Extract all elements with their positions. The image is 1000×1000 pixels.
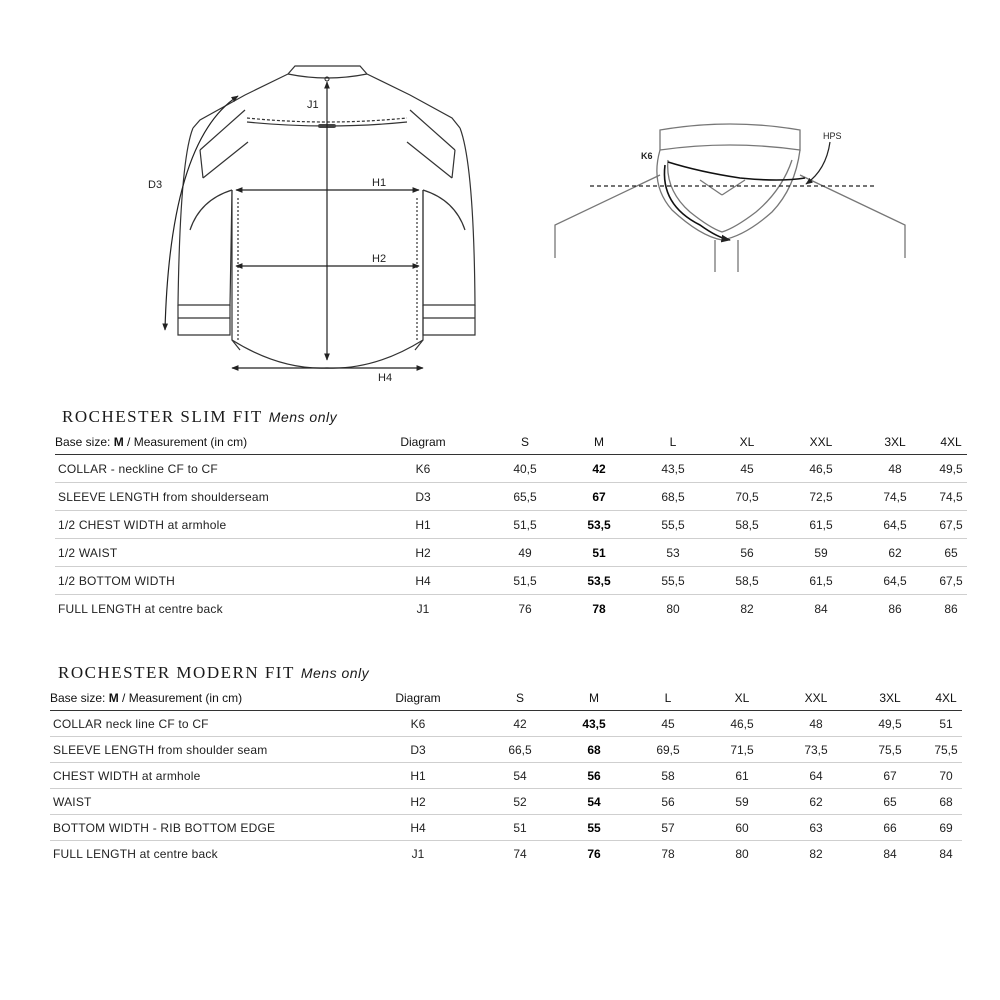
header-size-s: S	[486, 686, 554, 711]
slim-fit-title	[62, 407, 337, 427]
size-value: 56	[554, 763, 634, 789]
size-value: 70	[930, 763, 962, 789]
diagram-code: H1	[350, 763, 486, 789]
size-value: 82	[740, 601, 754, 616]
size-value: 65,5	[491, 483, 559, 511]
size-value: 61,5	[787, 511, 855, 539]
size-value: 48	[855, 455, 935, 483]
size-value: 46,5	[787, 455, 855, 483]
size-value: 80	[735, 846, 749, 861]
base-size: M	[108, 691, 119, 705]
size-value: 48	[782, 711, 850, 737]
size-value: 78	[592, 601, 606, 616]
size-value: 40,5	[491, 455, 559, 483]
table-row	[50, 737, 962, 763]
size-value: 49,5	[850, 711, 930, 737]
base-suffix: / Measurement (in cm)	[127, 435, 248, 449]
size-value: 70,5	[707, 483, 787, 511]
size-value: 51	[486, 815, 554, 841]
size-value: 49	[491, 539, 559, 567]
header-size-xxl: XXL	[787, 430, 855, 455]
label-d3: D3	[148, 179, 163, 191]
diagram-code: J1	[411, 846, 425, 861]
size-value: 72,5	[787, 483, 855, 511]
size-value: 45	[634, 711, 702, 737]
base-size-header	[50, 686, 350, 711]
header-diagram: Diagram	[355, 430, 491, 455]
size-value: 46,5	[702, 711, 782, 737]
size-value: 53	[639, 539, 707, 567]
label-j1: J1	[307, 99, 319, 111]
size-value: 64	[782, 763, 850, 789]
header-size-m: M	[554, 686, 634, 711]
size-value: 55,5	[639, 567, 707, 595]
size-value: 51,5	[491, 567, 559, 595]
table-row	[55, 511, 967, 539]
size-value: 82	[809, 846, 823, 861]
diagram-code: H4	[350, 815, 486, 841]
table-row	[50, 711, 962, 737]
size-value: 63	[782, 815, 850, 841]
header-size-m: M	[559, 430, 639, 455]
size-value: 58	[634, 763, 702, 789]
size-value: 53,5	[559, 511, 639, 539]
collar-diagram	[545, 120, 910, 275]
header-size-xl: XL	[707, 430, 787, 455]
header-size-4xl: 4XL	[935, 430, 967, 455]
modern-fit-subtitle: Mens only	[300, 665, 370, 681]
size-value: 66	[850, 815, 930, 841]
size-value: 84	[939, 846, 953, 861]
size-value: 75,5	[930, 737, 962, 763]
measurement-name: BOTTOM WIDTH - RIB BOTTOM EDGE	[50, 815, 350, 841]
size-value: 43,5	[554, 711, 634, 737]
size-value: 56	[634, 789, 702, 815]
size-value: 80	[666, 601, 680, 616]
size-value: 55	[554, 815, 634, 841]
size-value: 55,5	[639, 511, 707, 539]
size-value: 64,5	[855, 511, 935, 539]
measurement-name: COLLAR - neckline CF to CF	[55, 455, 355, 483]
size-value: 59	[787, 539, 855, 567]
size-value: 51	[559, 539, 639, 567]
size-value: 74,5	[935, 483, 967, 511]
measurement-name: CHEST WIDTH at armhole	[50, 763, 350, 789]
header-size-l: L	[634, 686, 702, 711]
size-value: 54	[486, 763, 554, 789]
diagram-code: D3	[355, 483, 491, 511]
size-value: 73,5	[782, 737, 850, 763]
collar-drawing	[545, 120, 910, 275]
size-value: 57	[634, 815, 702, 841]
measurement-name: WAIST	[50, 789, 350, 815]
base-size: M	[113, 435, 124, 449]
size-value: 84	[814, 601, 828, 616]
size-value: 76	[587, 846, 601, 861]
size-value: 64,5	[855, 567, 935, 595]
measurement-name: FULL LENGTH at centre back	[58, 601, 223, 616]
size-value: 69,5	[634, 737, 702, 763]
size-value: 56	[707, 539, 787, 567]
base-label: Base size:	[55, 435, 111, 449]
size-value: 68,5	[639, 483, 707, 511]
size-value: 60	[702, 815, 782, 841]
size-value: 54	[554, 789, 634, 815]
size-value: 86	[888, 601, 902, 616]
diagram-code: K6	[350, 711, 486, 737]
size-value: 59	[702, 789, 782, 815]
header-size-xl: XL	[702, 686, 782, 711]
size-value: 84	[883, 846, 897, 861]
size-value: 53,5	[559, 567, 639, 595]
table-row	[50, 841, 962, 867]
measurement-name: 1/2 CHEST WIDTH at armhole	[55, 511, 355, 539]
size-value: 74	[513, 846, 527, 861]
modern-fit-title	[58, 663, 369, 683]
measurement-name: 1/2 WAIST	[55, 539, 355, 567]
size-value: 61	[702, 763, 782, 789]
size-value: 78	[661, 846, 675, 861]
diagram-code: D3	[350, 737, 486, 763]
size-value: 71,5	[702, 737, 782, 763]
shirt-back-drawing	[140, 55, 480, 390]
table-row	[50, 815, 962, 841]
size-value: 51,5	[491, 511, 559, 539]
header-size-4xl: 4XL	[930, 686, 962, 711]
table-row	[55, 539, 967, 567]
base-size-header	[55, 430, 355, 455]
size-value: 42	[559, 455, 639, 483]
header-size-3xl: 3XL	[850, 686, 930, 711]
measurement-name: COLLAR neck line CF to CF	[50, 711, 350, 737]
slim-fit-size-table	[55, 430, 967, 623]
size-value: 67,5	[935, 567, 967, 595]
size-value: 65	[935, 539, 967, 567]
size-value: 74,5	[855, 483, 935, 511]
diagram-code: H2	[350, 789, 486, 815]
modern-fit-title-main: ROCHESTER MODERN FIT	[58, 663, 295, 682]
table-row	[50, 789, 962, 815]
label-h2: H2	[372, 253, 387, 265]
size-value: 52	[486, 789, 554, 815]
size-value: 75,5	[850, 737, 930, 763]
measurement-name: SLEEVE LENGTH from shoulder seam	[50, 737, 350, 763]
label-k6: K6	[641, 151, 653, 161]
label-h1: H1	[372, 177, 387, 189]
size-value: 49,5	[935, 455, 967, 483]
size-value: 61,5	[787, 567, 855, 595]
size-value: 43,5	[639, 455, 707, 483]
size-value: 68	[930, 789, 962, 815]
table-row	[55, 567, 967, 595]
size-value: 58,5	[707, 567, 787, 595]
diagram-code: H2	[355, 539, 491, 567]
size-value: 51	[930, 711, 962, 737]
header-size-3xl: 3XL	[855, 430, 935, 455]
size-value: 66,5	[486, 737, 554, 763]
size-value: 67	[559, 483, 639, 511]
table-row	[50, 763, 962, 789]
size-value: 69	[930, 815, 962, 841]
modern-fit-size-table	[50, 686, 962, 867]
diagram-code: H1	[355, 511, 491, 539]
measurement-name: 1/2 BOTTOM WIDTH	[55, 567, 355, 595]
size-value: 86	[944, 601, 958, 616]
base-suffix: / Measurement (in cm)	[122, 691, 243, 705]
size-value: 67,5	[935, 511, 967, 539]
table-row	[55, 455, 967, 483]
diagram-code: J1	[416, 601, 430, 616]
slim-fit-title-main: ROCHESTER SLIM FIT	[62, 407, 263, 426]
size-value: 58,5	[707, 511, 787, 539]
diagram-code: H4	[355, 567, 491, 595]
shirt-back-diagram	[140, 55, 480, 390]
table-header-row	[50, 686, 962, 711]
size-value: 62	[782, 789, 850, 815]
header-size-s: S	[491, 430, 559, 455]
size-value: 67	[850, 763, 930, 789]
header-diagram: Diagram	[350, 686, 486, 711]
diagram-code: K6	[355, 455, 491, 483]
label-hps: HPS	[823, 131, 842, 141]
size-value: 45	[707, 455, 787, 483]
size-value: 76	[518, 601, 532, 616]
table-row	[55, 483, 967, 511]
size-value: 65	[850, 789, 930, 815]
base-label: Base size:	[50, 691, 106, 705]
table-header-row	[55, 430, 967, 455]
size-value: 62	[855, 539, 935, 567]
measurement-name: SLEEVE LENGTH from shoulderseam	[55, 483, 355, 511]
measurement-name: FULL LENGTH at centre back	[53, 846, 218, 861]
table-row	[55, 595, 967, 623]
label-h4: H4	[378, 372, 393, 384]
slim-fit-subtitle: Mens only	[268, 409, 338, 425]
header-size-xxl: XXL	[782, 686, 850, 711]
header-size-l: L	[639, 430, 707, 455]
size-value: 42	[486, 711, 554, 737]
size-value: 68	[554, 737, 634, 763]
